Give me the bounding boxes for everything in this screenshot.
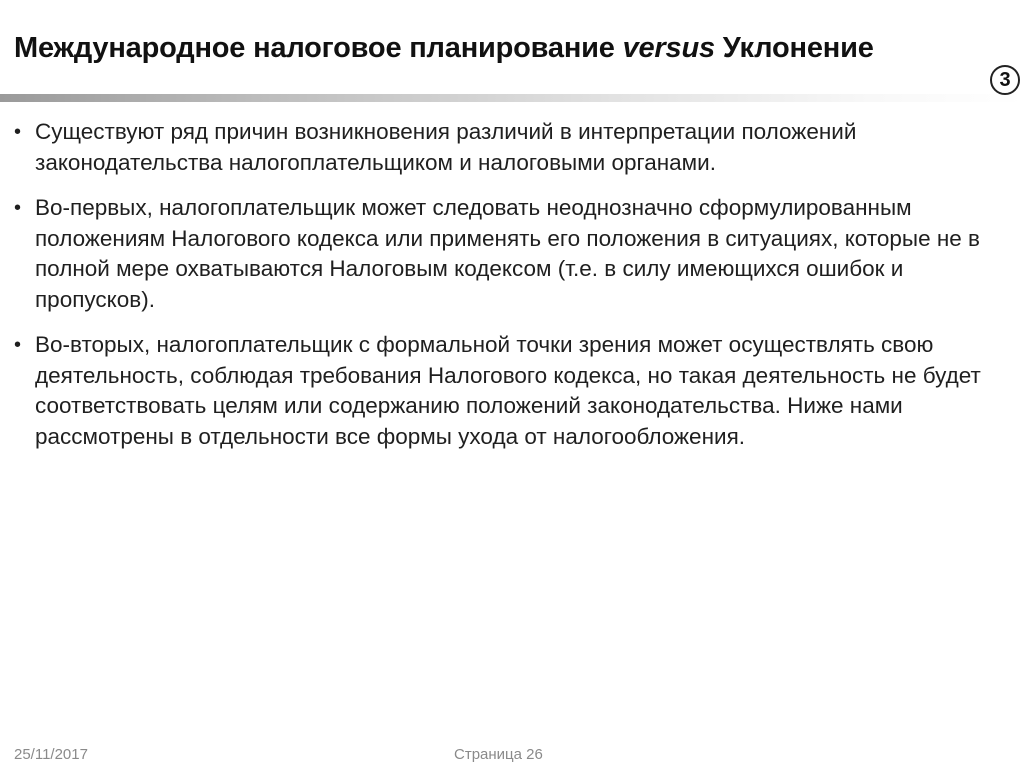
bullet-item — [14, 330, 1004, 452]
page-label: Страница — [454, 746, 522, 763]
bullet-text: Существуют ряд причин возникновения различий в интерпретации положений законодательства налогоплательщиком и налоговыми органами. — [35, 119, 857, 175]
bullet-list — [14, 117, 1004, 467]
slide-title — [14, 32, 874, 65]
page-number: 26 — [526, 746, 543, 763]
bullet-icon: • — [14, 121, 22, 143]
title-text-end: Уклонение — [714, 32, 874, 64]
bullet-item — [14, 117, 1004, 178]
bullet-icon: • — [14, 197, 22, 219]
footer-page-number — [454, 746, 543, 763]
slide-number-badge: 3 — [990, 65, 1020, 95]
title-divider — [0, 94, 1024, 102]
footer-date: 25/11/2017 — [14, 746, 88, 763]
bullet-text: Во-вторых, налогоплательщик с формальной точки зрения может осуществлять свою деятельность, соблюдая требования Налогового кодекса, но такая деятельность не будет соответствовать целям или содержанию положений законодательства. Ниже нами рассмотрены в отдельности все формы ухода от налогообложения. — [35, 332, 981, 449]
bullet-icon: • — [14, 334, 22, 356]
bullet-text: Во-первых, налогоплательщик может следовать неоднозначно сформулированным положениям Налогового кодекса или применять его положения в ситуациях, которые не в полной мере охватываются Налоговым кодексом (т.е. в силу имеющихся ошибок и пропусков). — [35, 195, 980, 312]
title-emphasis: versus — [622, 32, 715, 64]
bullet-item — [14, 193, 1004, 315]
title-text: Международное налоговое планирование — [14, 32, 623, 64]
